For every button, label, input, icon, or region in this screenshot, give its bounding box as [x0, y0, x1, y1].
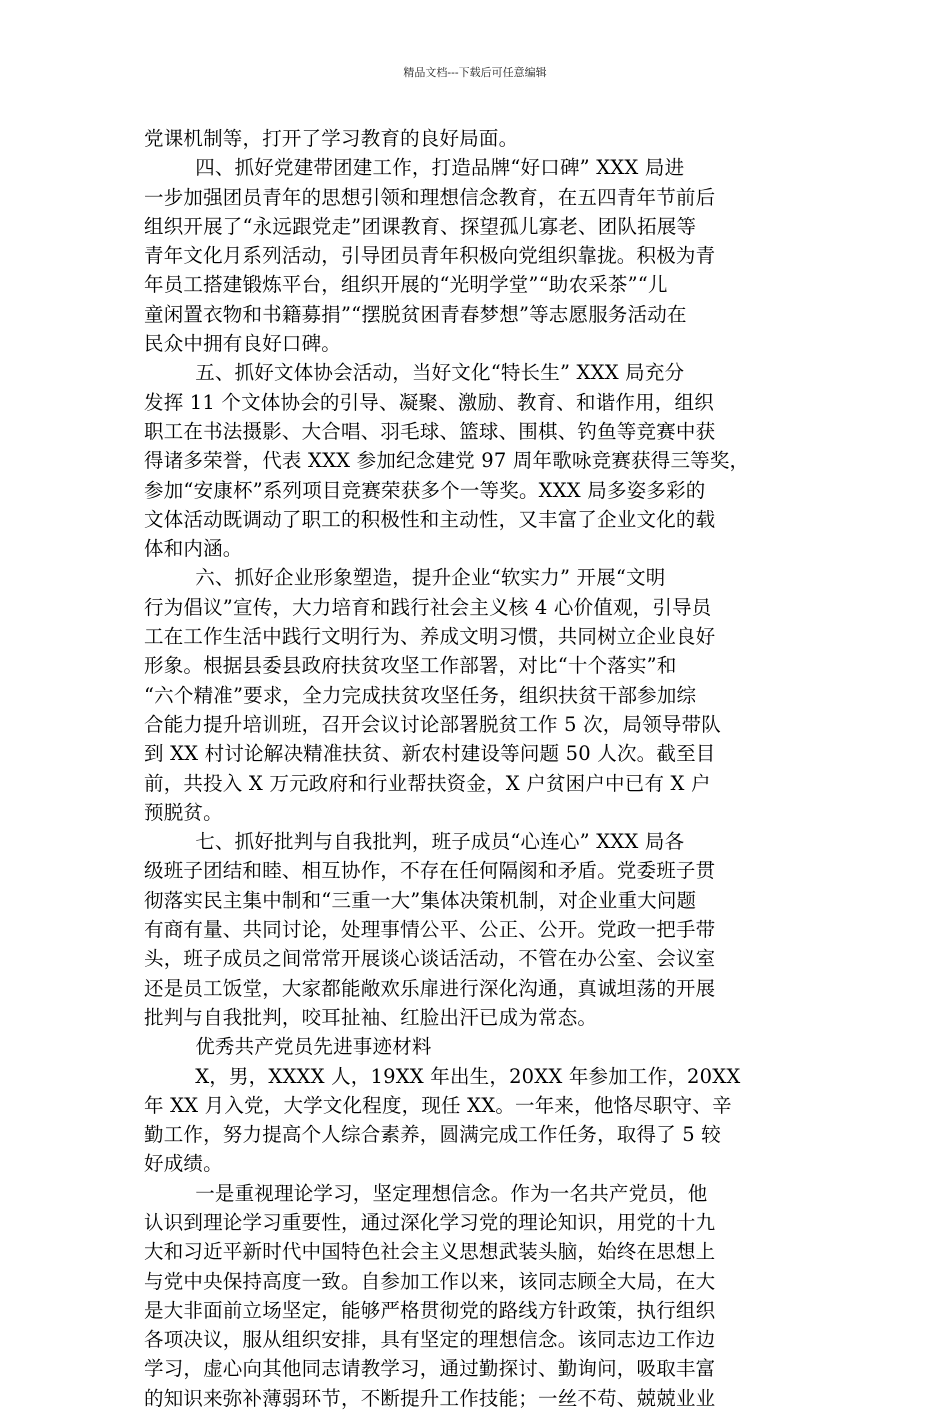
text-line: 一步加强团员青年的思想引领和理想信念教育，在五四青年节前后	[144, 185, 716, 209]
text-line: 与党中央保持高度一致。自参加工作以来，该同志顾全大局，在大	[144, 1269, 716, 1293]
text-line: 文体活动既调动了职工的积极性和主动性，又丰富了企业文化的载	[144, 507, 716, 531]
text-line: 预脱贫。	[144, 800, 223, 824]
text-line: 行为倡议”宣传，大力培育和践行社会主义核 4 心价值观，引导员	[144, 595, 712, 619]
text-line: 七、抓好批判与自我批判，班子成员“心连心” XXX 局各	[144, 830, 685, 854]
page-header-note: 精品文档---下载后可任意编辑	[403, 66, 547, 79]
text-line: 组织开展了“永远跟党走”团课教育、探望孤儿寡老、团队拓展等	[144, 214, 697, 238]
text-line: 勤工作，努力提高个人综合素养，圆满完成工作任务，取得了 5 较	[144, 1123, 722, 1147]
text-line: 彻落实民主集中制和“三重一大”集体决策机制，对企业重大问题	[144, 888, 697, 912]
text-line: 职工在书法摄影、大合唱、羽毛球、篮球、围棋、钓鱼等竞赛中获	[144, 419, 716, 443]
text-line: 是大非面前立场坚定，能够严格贯彻党的路线方针政策，执行组织	[144, 1298, 716, 1322]
text-line: 一是重视理论学习，坚定理想信念。作为一名共产党员，他	[144, 1181, 708, 1205]
text-line: 六、抓好企业形象塑造，提升企业“软实力” 开展“文明	[144, 566, 666, 590]
text-line: 党课机制等，打开了学习教育的良好局面。	[144, 127, 519, 150]
text-line: 形象。根据县委县政府扶贫攻坚工作部署，对比“十个落实”和	[144, 654, 677, 678]
text-line: 得诸多荣誉，代表 XXX 参加纪念建党 97 周年歌咏竞赛获得三等奖，	[144, 449, 750, 473]
text-line: 青年文化月系列活动，引导团员青年积极向党组织靠拢。积极为青	[144, 244, 716, 268]
text-line: 优秀共产党员先进事迹材料	[144, 1035, 432, 1059]
text-line: 年员工搭建锻炼平台，组织开展的“光明学堂”“助农采茶”“儿	[144, 273, 668, 297]
text-line: 大和习近平新时代中国特色社会主义思想武装头脑，始终在思想上	[144, 1240, 716, 1264]
text-line: 民众中拥有良好口碑。	[144, 332, 342, 356]
text-line: 发挥 11 个文体协会的引导、凝聚、激励、教育、和谐作用，组织	[144, 390, 714, 414]
text-line: 工在工作生活中践行文明行为、养成文明习惯，共同树立企业良好	[144, 625, 716, 649]
text-line: “六个精准”要求，全力完成扶贫攻坚任务，组织扶贫干部参加综	[144, 683, 697, 707]
text-line: 学习，虚心向其他同志请教学习，通过勤探讨、勤询问，吸取丰富	[144, 1357, 716, 1381]
text-line: 五、抓好文体协会活动，当好文化“特长生” XXX 局充分	[144, 361, 685, 385]
text-line: 批判与自我批判，咬耳扯袖、红脸出汗已成为常态。	[144, 1005, 598, 1029]
text-line: 有商有量、共同讨论，处理事情公平、公正、公开。党政一把手带	[144, 918, 716, 942]
text-line: 年 XX 月入党，大学文化程度，现任 XX。一年来，他恪尽职守、辛	[144, 1093, 732, 1117]
text-line: 四、抓好党建带团建工作，打造品牌“好口碑” XXX 局进	[144, 156, 685, 180]
text-line: 好成绩。	[144, 1152, 223, 1176]
text-line: 级班子团结和睦、相互协作，不存在任何隔阂和矛盾。党委班子贯	[144, 859, 716, 883]
text-line: 体和内涵。	[144, 537, 243, 561]
text-line: 前，共投入 X 万元政府和行业帮扶资金，X 户贫困户中已有 X 户	[144, 771, 711, 795]
text-line: 认识到理论学习重要性，通过深化学习党的理论知识，用党的十九	[144, 1210, 716, 1234]
text-line: 童闲置衣物和书籍募捐”“摆脱贫困青春梦想”等志愿服务活动在	[144, 302, 687, 326]
text-line: 参加“安康杯”系列项目竞赛荣获多个一等奖。XXX 局多姿多彩的	[144, 478, 706, 502]
document-body	[144, 124, 808, 1413]
text-line: 的知识来弥补薄弱环节，不断提升工作技能；一丝不苟、兢兢业业	[144, 1386, 716, 1410]
text-line: 到 XX 村讨论解决精准扶贫、新农村建设等问题 50 人次。截至目	[144, 742, 716, 766]
text-line: 各项决议，服从组织安排，具有坚定的理想信念。该同志边工作边	[144, 1328, 716, 1352]
text-line: X，男，XXXX 人，19XX 年出生，20XX 年参加工作，20XX	[144, 1064, 741, 1088]
text-line: 头，班子成员之间常常开展谈心谈话活动，不管在办公室、会议室	[144, 947, 716, 971]
text-line: 合能力提升培训班，召开会议讨论部署脱贫工作 5 次，局领导带队	[144, 712, 722, 736]
text-line: 还是员工饭堂，大家都能敞欢乐扉进行深化沟通，真诚坦荡的开展	[144, 976, 716, 1000]
